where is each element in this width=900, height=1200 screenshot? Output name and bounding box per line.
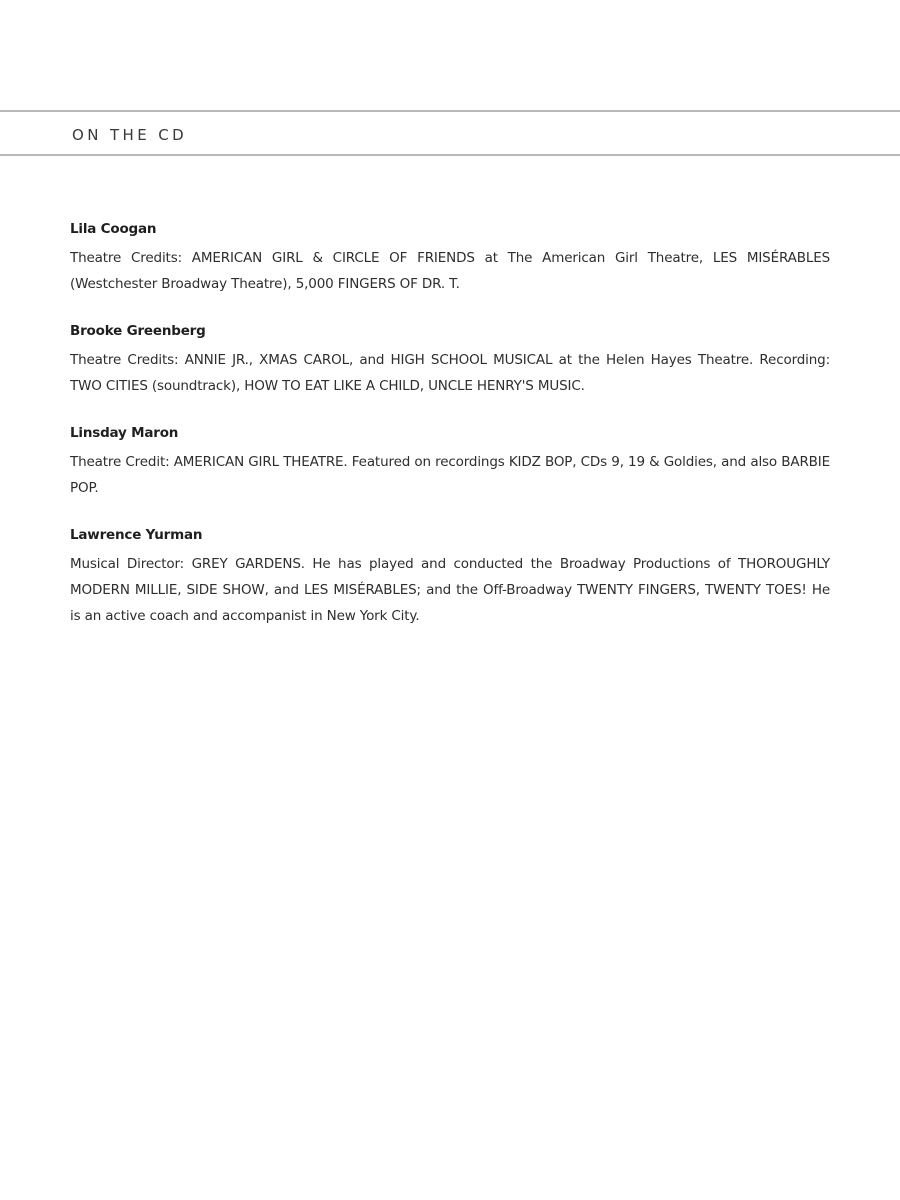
section-header-band [0, 110, 900, 156]
entry-bio: Theatre Credits: AMERICAN GIRL & CIRCLE OF FRIENDS at The American Girl Theatre, LES MISÉRABLES (Westchester Broadway Theatre), 5,000 FINGERS OF DR. T. [70, 250, 830, 292]
bio-entry-brooke-greenberg [70, 321, 830, 399]
entry-name: Lawrence Yurman [70, 527, 203, 543]
entry-name: Brooke Greenberg [70, 323, 206, 339]
bio-entry-lila-coogan [70, 219, 830, 297]
bio-list [70, 219, 830, 653]
entry-bio: Musical Director: GREY GARDENS. He has played and conducted the Broadway Productions of THOROUGHLY MODERN MILLIE, SIDE SHOW, and LES MISÉRABLES; and the Off-Broadway TWENTY FINGERS, TWENTY TOES! He is an active coach and accompanist in New York City. [70, 556, 830, 624]
bio-entry-linsday-maron [70, 423, 830, 501]
bio-entry-lawrence-yurman [70, 525, 830, 629]
entry-bio: Theatre Credits: ANNIE JR., XMAS CAROL, and HIGH SCHOOL MUSICAL at the Helen Hayes Theatre. Recording: TWO CITIES (soundtrack), HOW TO EAT LIKE A CHILD, UNCLE HENRY'S MUSIC. [70, 352, 830, 394]
entry-name: Linsday Maron [70, 425, 179, 441]
entry-bio: Theatre Credit: AMERICAN GIRL THEATRE. Featured on recordings KIDZ BOP, CDs 9, 19 & Goldies, and also BARBIE POP. [70, 454, 830, 496]
entry-name: Lila Coogan [70, 221, 157, 237]
section-title: ON THE CD [72, 126, 188, 144]
